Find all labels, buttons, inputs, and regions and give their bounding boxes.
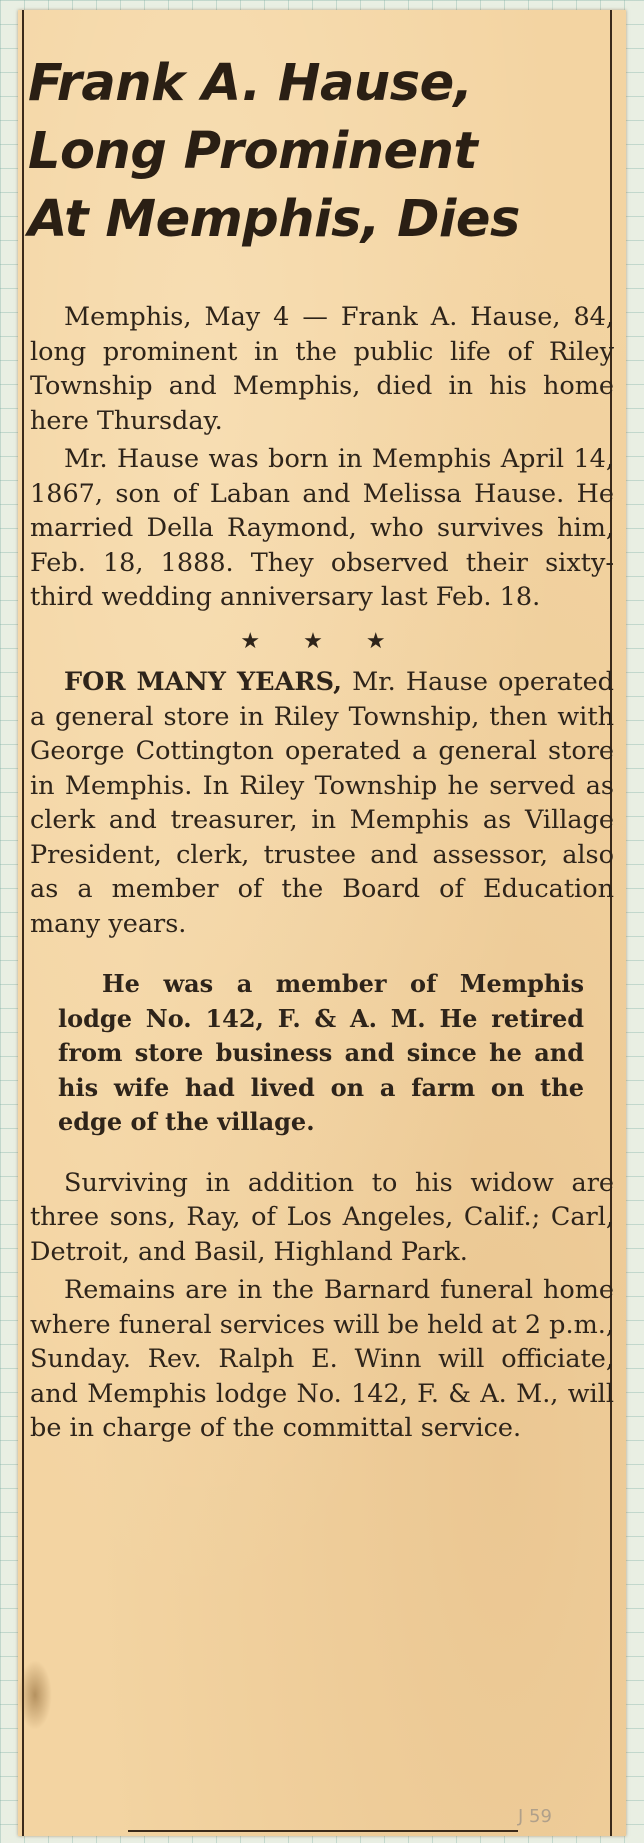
headline-line-1: Frank A. Hause, — [28, 54, 473, 113]
paragraph-dateline: Memphis, May 4 — Frank A. Hause, 84, long prominent in the public life of Riley Township and Memphis, died in his home here Thursday. — [30, 302, 614, 436]
paper-stain — [18, 1660, 52, 1730]
headline-line-3: At Memphis, Dies — [28, 190, 520, 249]
article-body — [30, 300, 614, 1446]
paragraph-career-text: Mr. Hause operated a general store in Riley Township, then with George Cottington operated a general store in Memphis. In Riley Township he served as clerk and treasurer, in Memphis as Village President, clerk, trustee and assessor, also as a member of the Board of Education many years. — [30, 667, 614, 939]
newspaper-clipping — [18, 10, 626, 1836]
headline-line-2: Long Prominent — [28, 122, 478, 181]
paragraph-career — [30, 665, 614, 941]
column-rule-left — [22, 10, 24, 1836]
pencil-annotation: J 59 — [518, 1806, 552, 1827]
star-divider: ★ ★ ★ — [240, 628, 404, 654]
paragraph-services: Remains are in the Barnard funeral home where funeral services will be held at 2 p.m., Sunday. Rev. Ralph E. Winn will officiate, and Memphis lodge No. 142, F. & A. M., will be in charge of the committal service. — [30, 1275, 614, 1443]
paragraph-survivors: Surviving in addition to his widow are three sons, Ray, of Los Angeles, Calif.; Carl, Detroit, and Basil, Highland Park. — [30, 1167, 614, 1267]
column-rule-bottom — [128, 1830, 518, 1832]
headline — [28, 50, 568, 254]
paragraph-career-lead: FOR MANY YEARS, — [64, 667, 342, 697]
paragraph-lodge: He was a member of Memphis lodge No. 142, F. & A. M. He retired from store business and since he and his wife had lived on a farm on the edge of the village. — [58, 969, 584, 1136]
paragraph-birth: Mr. Hause was born in Memphis April 14, 1867, son of Laban and Melissa Hause. He married Della Raymond, who survives him, Feb. 18, 1888. They observed their sixty-third wedding anniversary last Feb. 18. — [30, 444, 614, 612]
